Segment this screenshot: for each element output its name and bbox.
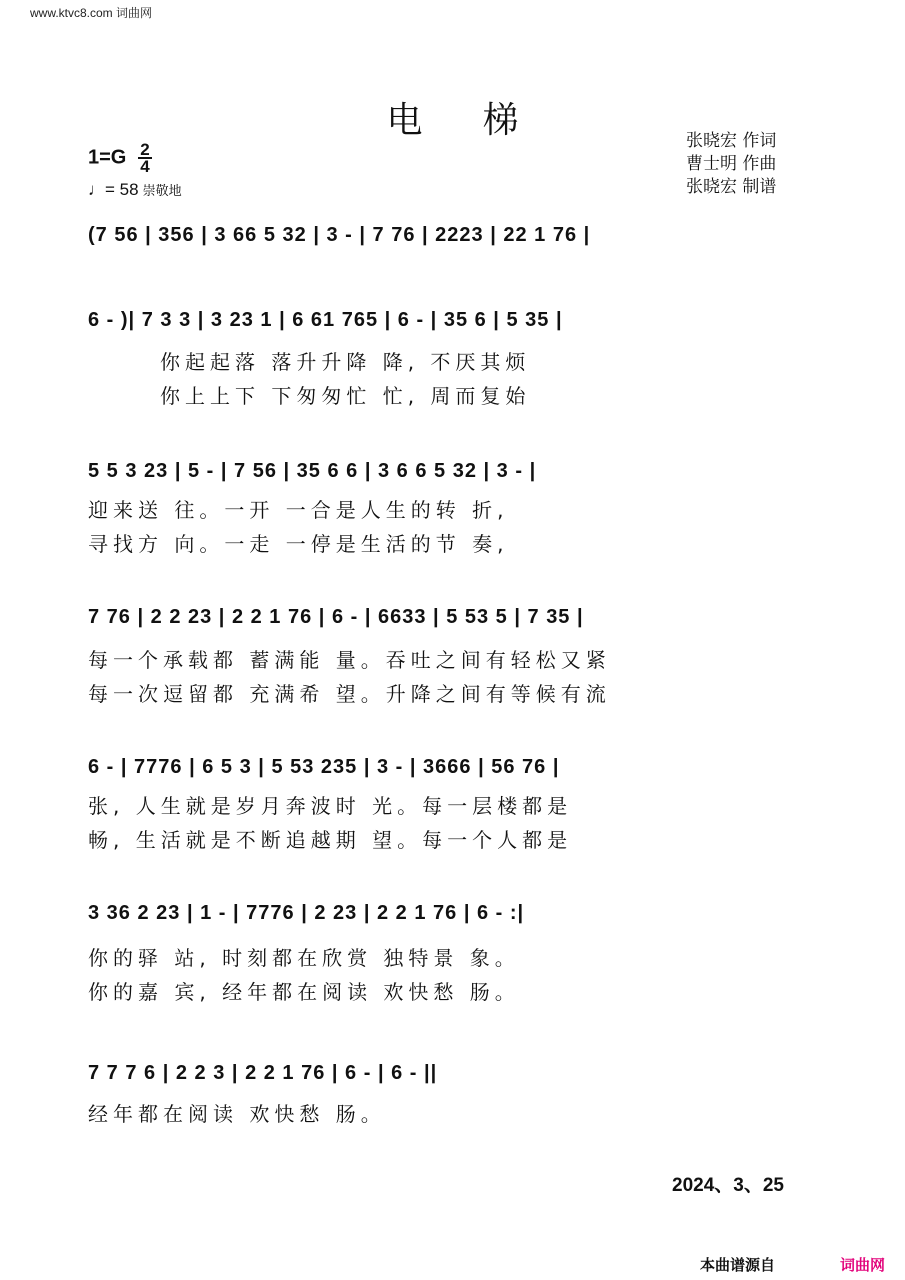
lyricist: 张晓宏 作词 <box>686 131 777 151</box>
time-signature <box>138 142 152 174</box>
notation-row-1: (7 56 | 356 | 3 66 5 32 | 3 - | 7 76 | 2223 | 22 1 76 | <box>88 224 591 246</box>
notation-row-5: 6 - | 7776 | 6 5 3 | 5 53 235 | 3 - | 3666 | 56 76 | <box>88 756 560 778</box>
composer: 曹士明 作曲 <box>686 154 777 174</box>
notation-row-7: 7 7 7 6 | 2 2 3 | 2 2 1 76 | 6 - | 6 - || <box>88 1062 438 1084</box>
lyric-row-2-verse-1: 你起起落 落升升降 降, 不厌其烦 <box>160 350 531 374</box>
tempo-mark <box>88 180 182 200</box>
footer-source: 本曲谱源自 <box>700 1256 776 1274</box>
site-watermark: www.ktvc8.com 词曲网 <box>30 6 153 20</box>
lyric-row-2-verse-2: 你上上下 下匆匆忙 忙, 周而复始 <box>160 384 531 408</box>
time-bottom: 4 <box>140 157 150 176</box>
notation-row-4: 7 76 | 2 2 23 | 2 2 1 76 | 6 - | 6633 | 5 53 5 | 7 35 | <box>88 606 584 628</box>
date: 2024、3、25 <box>672 1175 784 1196</box>
notation-row-3: 5 5 3 23 | 5 - | 7 56 | 35 6 6 | 3 6 6 5 32 | 3 - | <box>88 460 537 482</box>
tempo-expression: 崇敬地 <box>142 183 182 198</box>
lyric-row-3-verse-1: 迎来送 往。一开 一合是人生的转 折, <box>88 498 509 522</box>
notation-row-2: 6 - )| 7 3 3 | 3 23 1 | 6 61 765 | 6 - | 35 6 | 5 35 | <box>88 309 563 331</box>
key-signature <box>88 142 152 174</box>
credits <box>686 130 776 199</box>
time-top: 2 <box>140 140 150 159</box>
lyric-row-3-verse-2: 寻找方 向。一走 一停是生活的节 奏, <box>88 532 509 556</box>
arranger: 张晓宏 制谱 <box>686 177 777 197</box>
song-title: 电梯 <box>386 100 579 141</box>
lyric-row-4-verse-1: 每一个承载都 蓄满能 量。吞吐之间有轻松又紧 <box>88 648 611 672</box>
tempo-value: ♩= 58 <box>88 180 139 199</box>
lyric-row-5-verse-1: 张, 人生就是岁月奔波时 光。每一层楼都是 <box>88 794 573 818</box>
lyric-row-7: 经年都在阅读 欢快愁 肠。 <box>88 1102 386 1126</box>
lyric-row-6-verse-2: 你的嘉 宾, 经年都在阅读 欢快愁 肠。 <box>88 980 520 1004</box>
lyric-row-6-verse-1: 你的驿 站, 时刻都在欣赏 独特景 象。 <box>88 946 520 970</box>
key-label: 1=G <box>88 146 127 169</box>
notation-row-6: 3 36 2 23 | 1 - | 7776 | 2 23 | 2 2 1 76 | 6 - :| <box>88 902 525 924</box>
lyric-row-4-verse-2: 每一次逗留都 充满希 望。升降之间有等候有流 <box>88 682 611 706</box>
lyric-row-5-verse-2: 畅, 生活就是不断追越期 望。每一个人都是 <box>88 828 573 852</box>
footer-brand: 词曲网 <box>840 1256 886 1274</box>
